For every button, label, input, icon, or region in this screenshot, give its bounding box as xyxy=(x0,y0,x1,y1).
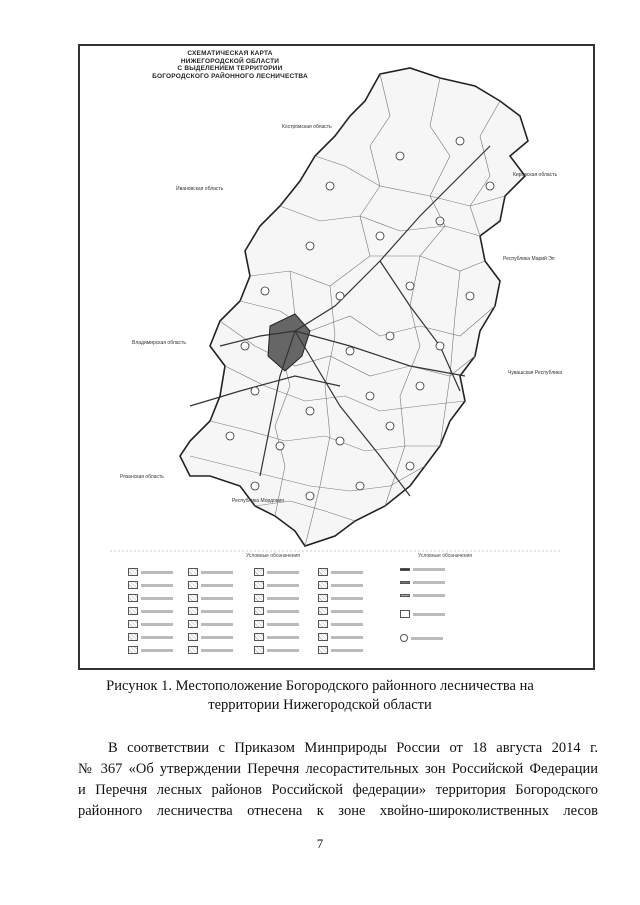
map-title-line: СХЕМАТИЧЕСКАЯ КАРТА xyxy=(187,50,273,57)
legend-item xyxy=(254,646,299,654)
legend-label xyxy=(201,571,233,574)
legend-swatch xyxy=(254,620,264,628)
legend-swatch xyxy=(128,568,138,576)
legend-label xyxy=(201,610,233,613)
legend-swatch xyxy=(254,646,264,654)
legend-item xyxy=(188,646,233,654)
legend-swatch xyxy=(128,620,138,628)
caption-line: Рисунок 1. Местоположение Богородского районного лесничества на xyxy=(106,678,534,694)
legend-item xyxy=(254,581,299,589)
legend-label xyxy=(413,594,445,597)
map-title-line: НИЖЕГОРОДСКОЙ ОБЛАСТИ xyxy=(180,57,280,65)
legend-label xyxy=(141,571,173,574)
legend-label xyxy=(141,636,173,639)
legend-label xyxy=(413,581,445,584)
legend-label xyxy=(201,649,233,652)
legend-swatch xyxy=(318,620,328,628)
legend-item xyxy=(188,568,233,576)
legend-label xyxy=(331,636,363,639)
legend-label xyxy=(141,649,173,652)
legend-label xyxy=(267,571,299,574)
region-label-vladimir: Владимирская область xyxy=(132,340,186,346)
legend-swatch xyxy=(254,607,264,615)
legend-item xyxy=(400,610,445,618)
legend-label xyxy=(141,597,173,600)
legend-item xyxy=(400,568,445,571)
legend-label xyxy=(331,649,363,652)
legend-swatch xyxy=(400,568,410,571)
legend-label xyxy=(331,610,363,613)
legend-label xyxy=(267,636,299,639)
legend-item xyxy=(254,568,299,576)
legend-label xyxy=(201,597,233,600)
legend-item xyxy=(188,620,233,628)
map-title-line: С ВЫДЕЛЕНИЕМ ТЕРРИТОРИИ xyxy=(177,65,283,72)
legend-item xyxy=(400,581,445,584)
legend-swatch xyxy=(188,633,198,641)
legend-label xyxy=(201,584,233,587)
legend-swatch xyxy=(128,607,138,615)
legend-title-left: Условные обозначения xyxy=(246,553,301,559)
legend-item xyxy=(188,633,233,641)
paragraph-line: В соответствии с Приказом Минприроды России от 18 августа 2014 г. xyxy=(108,740,598,756)
legend-label xyxy=(411,637,443,640)
caption-line: территории Нижегородской области xyxy=(208,697,432,713)
legend-swatch xyxy=(128,594,138,602)
legend-swatch xyxy=(188,620,198,628)
legend-label xyxy=(267,597,299,600)
legend-item xyxy=(128,607,173,615)
legend-swatch xyxy=(254,594,264,602)
legend-swatch xyxy=(128,633,138,641)
legend-item xyxy=(400,634,443,642)
legend-item xyxy=(254,607,299,615)
legend-swatch xyxy=(128,646,138,654)
legend-swatch xyxy=(254,568,264,576)
legend-label xyxy=(267,584,299,587)
region-label-mordovia: Республика Мордовия xyxy=(232,498,284,504)
legend-item xyxy=(318,646,363,654)
legend-item xyxy=(128,594,173,602)
region-label-ivanovo: Ивановская область xyxy=(176,186,224,192)
legend-swatch xyxy=(318,594,328,602)
legend-label xyxy=(413,568,445,571)
legend-label xyxy=(331,584,363,587)
legend-label xyxy=(267,610,299,613)
region-label-kostroma: Костромская область xyxy=(282,124,332,130)
legend-label xyxy=(201,636,233,639)
legend-item xyxy=(254,633,299,641)
legend-label xyxy=(267,623,299,626)
legend-label xyxy=(141,584,173,587)
legend-item xyxy=(128,568,173,576)
region-label-kirov: Кировская область xyxy=(513,172,558,178)
legend-swatch xyxy=(188,607,198,615)
legend-item xyxy=(128,646,173,654)
legend-label xyxy=(141,610,173,613)
legend-swatch xyxy=(188,646,198,654)
legend-item xyxy=(318,633,363,641)
legend-item xyxy=(254,620,299,628)
legend-swatch xyxy=(400,634,408,642)
legend-swatch xyxy=(188,594,198,602)
legend-swatch xyxy=(254,581,264,589)
paragraph-line: районного лесничества отнесена к зоне хвойно-широколиственных лесов xyxy=(78,803,598,819)
legend-swatch xyxy=(128,581,138,589)
legend-swatch xyxy=(400,610,410,618)
legend-item xyxy=(188,607,233,615)
legend-item xyxy=(318,607,363,615)
legend-swatch xyxy=(188,568,198,576)
region-label-ryazan: Рязанская область xyxy=(120,474,164,480)
legend-item xyxy=(128,581,173,589)
legend-item xyxy=(188,594,233,602)
legend-item xyxy=(254,594,299,602)
map-title-line: БОГОРОДСКОГО РАЙОННОГО ЛЕСНИЧЕСТВА xyxy=(152,72,308,80)
legend-label xyxy=(201,623,233,626)
legend-label xyxy=(331,597,363,600)
region-label-mari-el: Республика Марий Эл xyxy=(503,256,555,262)
map-title xyxy=(120,50,340,80)
legend-item xyxy=(318,620,363,628)
paragraph-line: № 367 «Об утверждении Перечня лесорастительных зон Российской Федерации xyxy=(78,761,598,777)
legend-label xyxy=(331,571,363,574)
legend-swatch xyxy=(400,594,410,597)
legend-item xyxy=(128,633,173,641)
legend-swatch xyxy=(318,646,328,654)
page-number: 7 xyxy=(316,836,324,851)
legend-swatch xyxy=(318,607,328,615)
legend-swatch xyxy=(254,633,264,641)
legend-swatch xyxy=(400,581,410,584)
legend-item xyxy=(400,594,445,597)
region-label-chuvash: Чувашская Республика xyxy=(508,370,562,376)
oblast-outline xyxy=(180,68,528,546)
legend-label xyxy=(267,649,299,652)
figure-caption xyxy=(60,677,580,715)
legend-item xyxy=(318,568,363,576)
legend-item xyxy=(128,620,173,628)
legend-item xyxy=(188,581,233,589)
legend-swatch xyxy=(318,581,328,589)
legend-title-right: Условные обозначения xyxy=(418,553,473,559)
paragraph-line: и Перечня лесных районов Российской федерации» территория Богородского xyxy=(78,782,598,798)
legend-swatch xyxy=(318,568,328,576)
legend-item xyxy=(318,594,363,602)
legend-label xyxy=(331,623,363,626)
legend-label xyxy=(141,623,173,626)
legend-swatch xyxy=(188,581,198,589)
legend-swatch xyxy=(318,633,328,641)
legend-label xyxy=(413,613,445,616)
legend-item xyxy=(318,581,363,589)
